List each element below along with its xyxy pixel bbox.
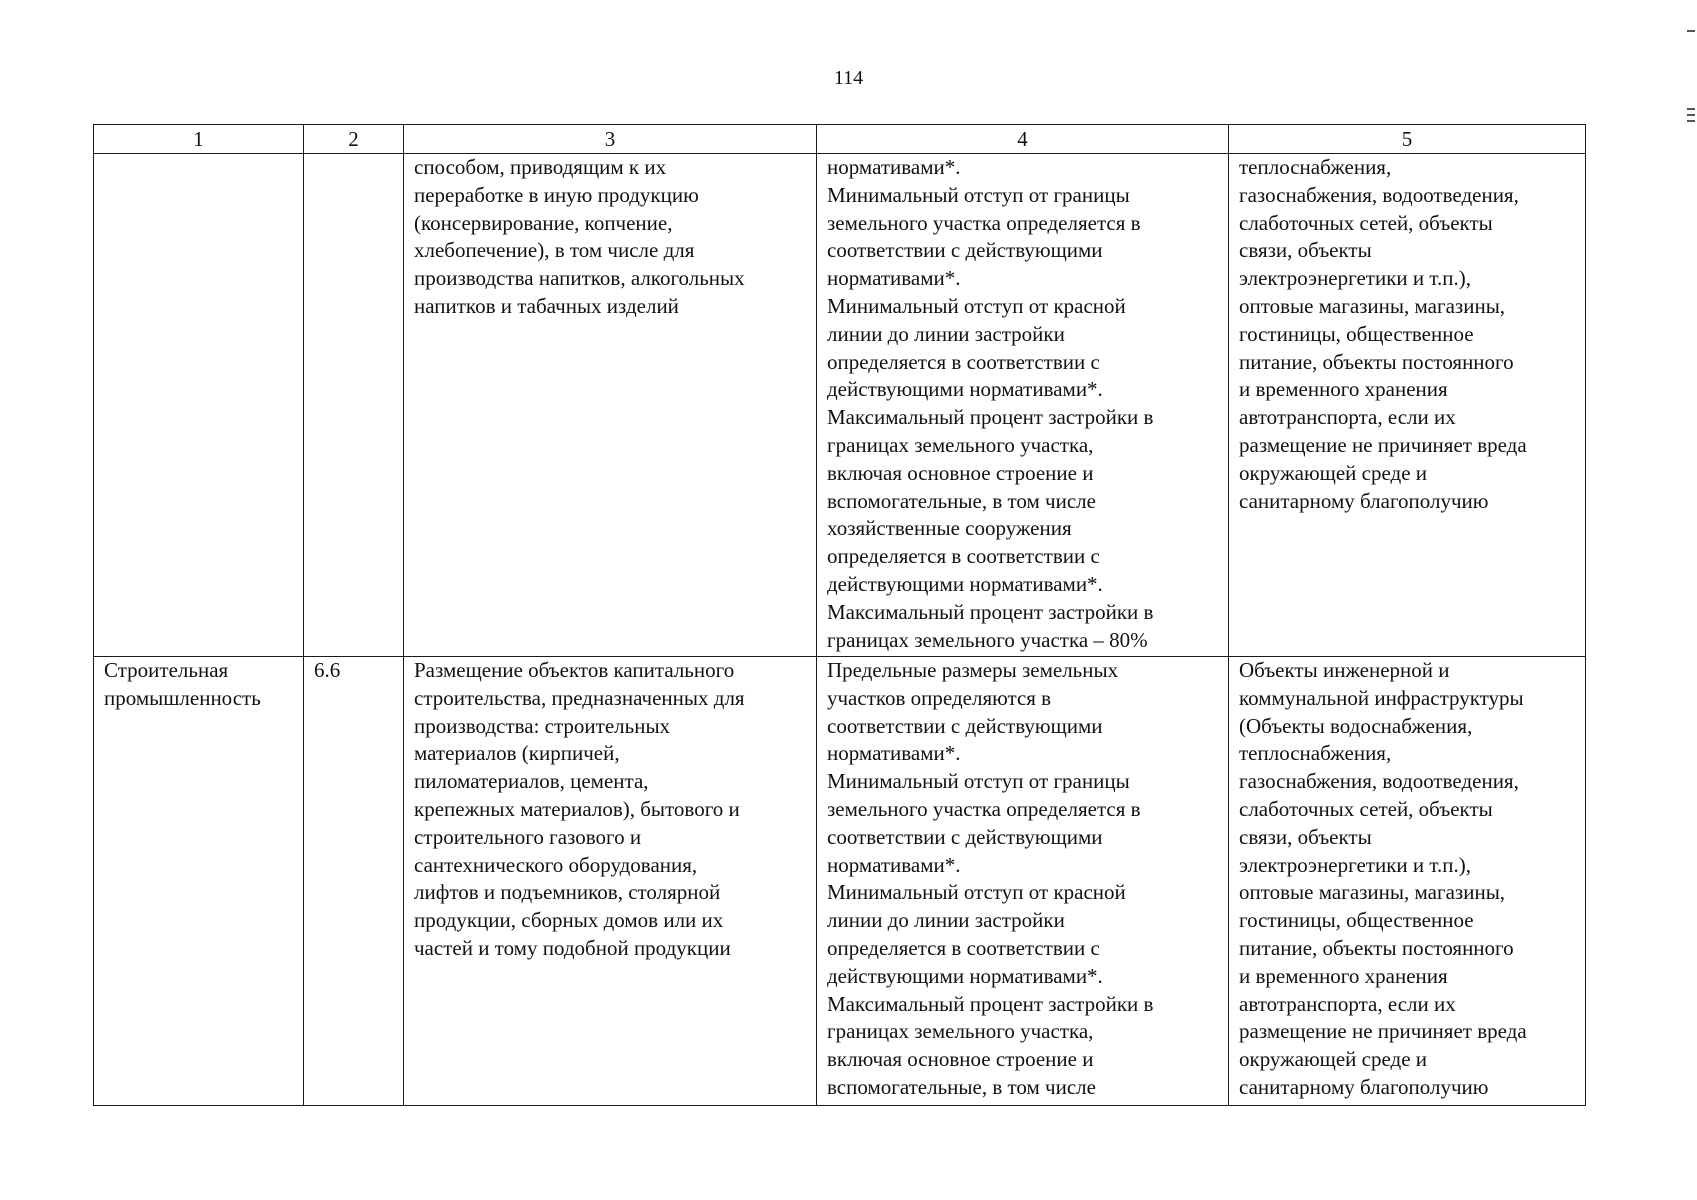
- table-cell: [1229, 154, 1586, 657]
- land-use-table: [93, 124, 1586, 1106]
- column-header: 2: [304, 125, 404, 154]
- cell-text: Размещение объектов капитального строительства, предназначенных для производства: строительных материалов (кирпичей, пиломатериалов, цемента, крепежных материалов), бытового и строительного газового и сантехнического оборудования, лифтов и подъемников, столярной продукции, сборных домов или их частей и тому подобной продукции: [414, 658, 745, 960]
- column-header: 5: [1229, 125, 1586, 154]
- table-cell: [404, 154, 817, 657]
- column-header: 3: [404, 125, 817, 154]
- table-cell: [94, 657, 304, 1106]
- scan-edge-mark: [1687, 114, 1695, 116]
- cell-text: Объекты инженерной и коммунальной инфраструктуры (Объекты водоснабжения, теплоснабжения, газоснабжения, водоотведения, слаботочных сетей, объекты связи, объекты электроэнергетики и т.п.), оптовые магазины, магазины, гостиницы, общественное питание, объекты постоянного и временного хранения автотранспорта, если их размещение не причиняет вреда окружающей среде и санитарному благополучию: [1239, 658, 1527, 1099]
- cell-text: теплоснабжения, газоснабжения, водоотведения, слаботочных сетей, объекты связи, объекты электроэнергетики и т.п.), оптовые магазины, магазины, гостиницы, общественное питание, объекты постоянного и временного хранения автотранспорта, если их размещение не причиняет вреда окружающей среде и санитарному благополучию: [1239, 155, 1527, 513]
- table-cell: [817, 154, 1229, 657]
- table-row: [94, 657, 1586, 1106]
- column-header: 4: [817, 125, 1229, 154]
- cell-text: Строительная промышленность: [104, 658, 261, 710]
- cell-text: Предельные размеры земельных участков определяются в соответствии с действующими нормативами*. Минимальный отступ от границы земельного участка определяется в соответствии с действующими нормативами*. Минимальный отступ от красной линии до линии застройки определяется в соответствии с действующими нормативами*. Максимальный процент застройки в границах земельного участка, включая основное строение и вспомогательные, в том числе: [827, 658, 1154, 1099]
- table-header-row: [94, 125, 1586, 154]
- page-number: 114: [833, 67, 864, 89]
- scan-edge-mark: [1687, 30, 1695, 32]
- cell-text: нормативами*. Минимальный отступ от границы земельного участка определяется в соответствии с действующими нормативами*. Минимальный отступ от красной линии до линии застройки определяется в соответствии с действующими нормативами*. Максимальный процент застройки в границах земельного участка, включая основное строение и вспомогательные, в том числе хозяйственные сооружения определяется в соответствии с действующими нормативами*. Максимальный процент застройки в границах земельного участка – 80%: [827, 155, 1154, 652]
- table-row: [94, 154, 1586, 657]
- table-cell: [817, 657, 1229, 1106]
- cell-text: 6.6: [314, 658, 341, 682]
- table-cell: [94, 154, 304, 657]
- scan-edge-mark: [1687, 120, 1695, 122]
- column-header: 1: [94, 125, 304, 154]
- scan-edge-mark: [1687, 108, 1695, 110]
- cell-text: способом, приводящим к их переработке в иную продукцию (консервирование, копчение, хлебопечение), в том числе для производства напитков, алкогольных напитков и табачных изделий: [414, 155, 745, 318]
- table-cell: [404, 657, 817, 1106]
- table-cell: [304, 154, 404, 657]
- table-cell: [1229, 657, 1586, 1106]
- table-cell: [304, 657, 404, 1106]
